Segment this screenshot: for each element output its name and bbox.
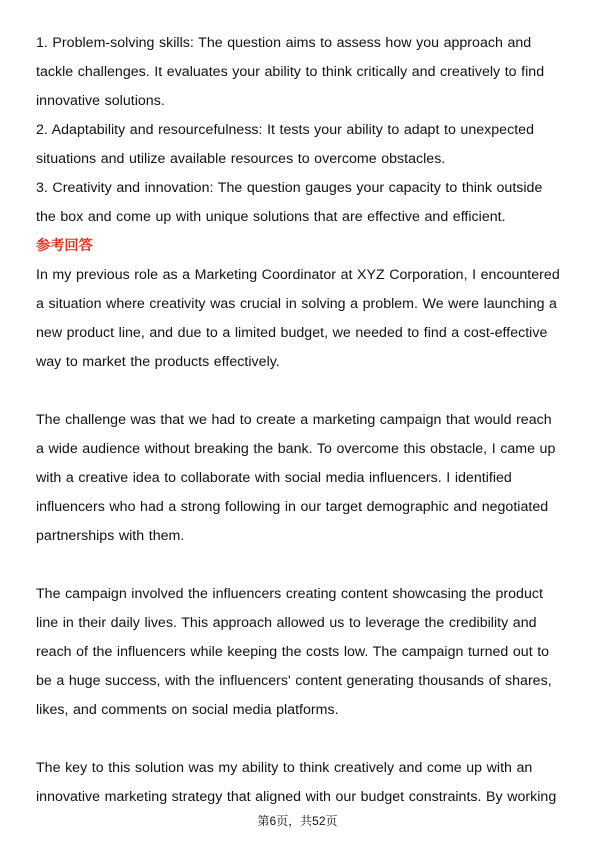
criterion-creativity: 3. Creativity and innovation: The question gauges your capacity to think outside the box and come up with unique solutions that are effective and efficient. (36, 180, 543, 225)
criterion-adaptability: 2. Adaptability and resourcefulness: It tests your ability to adapt to unexpected situations and utilize available resources to overcome obstacles. (36, 122, 534, 167)
answer-paragraph-key: The key to this solution was my ability to think creatively and come up with an innovative marketing strategy that aligned with our budget constraints. By working (36, 760, 557, 805)
paragraph-spacer (36, 551, 562, 580)
criterion-problem-solving: 1. Problem-solving skills: The question aims to assess how you approach and tackle challenges. It evaluates your ability to think critically and creatively to find innovative solutions. (36, 35, 545, 109)
answer-paragraph-challenge: The challenge was that we had to create a marketing campaign that would reach a wide audience without breaking the bank. To overcome this obstacle, I came up with a creative idea to collaborate with social media influencers. I identified influencers who had a strong following in our target demographic and negotiated partnerships with them. (36, 412, 556, 544)
answer-paragraph-situation: In my previous role as a Marketing Coordinator at XYZ Corporation, I encountered a situation where creativity was crucial in solving a problem. We were launching a new product line, and due to a limited budget, we needed to find a cost-effective way to market the products effectively. (36, 267, 560, 370)
paragraph-spacer (36, 377, 562, 406)
answer-heading: 参考回答 (36, 238, 93, 254)
paragraph-spacer (36, 725, 562, 754)
page-content (36, 29, 562, 812)
answer-paragraph-campaign: The campaign involved the influencers creating content showcasing the product line in their daily lives. This approach allowed us to leverage the credibility and reach of the influencers while keeping the costs low. The campaign turned out to be a huge success, with the influencers' content generating thousands of shares, likes, and comments on social media platforms. (36, 586, 552, 718)
page-number-footer: 第6页，共52页 (257, 814, 338, 828)
